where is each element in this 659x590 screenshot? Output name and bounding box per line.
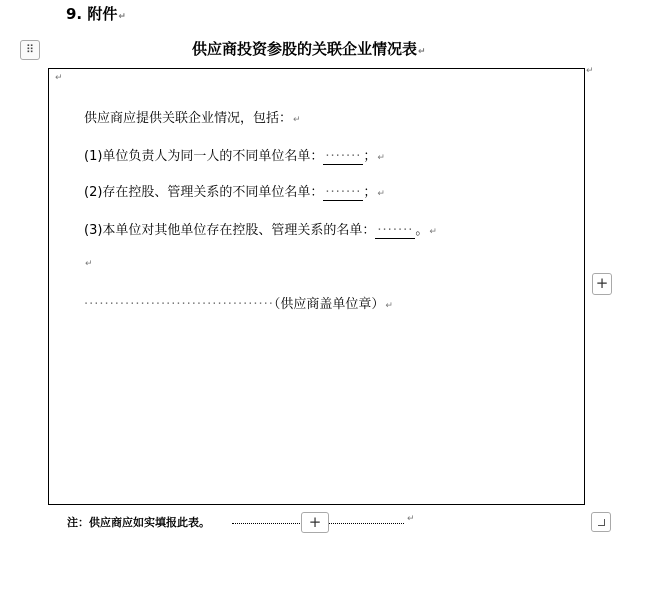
list-item-text: (2)存在控股、管理关系的不同单位名单： — [84, 185, 324, 200]
seal-leader-dots: ····································· — [84, 297, 274, 312]
list-item — [84, 145, 385, 165]
paragraph-mark: ↵ — [385, 301, 393, 311]
list-item — [84, 181, 385, 201]
seal-line — [84, 293, 393, 312]
list-item-end: ； — [363, 185, 377, 200]
intro-text: 供应商应提供关联企业情况，包括： — [84, 111, 293, 126]
note-line — [67, 514, 210, 530]
table-cell[interactable] — [48, 68, 585, 505]
section-heading-text: 9. 附件 — [66, 5, 118, 23]
list-item-end: ； — [363, 149, 377, 164]
add-row-button[interactable]: + — [301, 512, 329, 533]
add-column-button[interactable]: + — [592, 273, 612, 295]
list-item — [84, 219, 437, 239]
paragraph-mark: ↵ — [118, 12, 126, 22]
cell-paragraph-mark: ↵ — [55, 73, 63, 83]
paragraph-mark: ↵ — [418, 47, 426, 57]
paragraph-mark: ↵ — [429, 227, 437, 237]
paragraph-mark: ↵ — [377, 153, 385, 163]
list-item-end: 。 — [415, 223, 429, 238]
list-item-text: (1)单位负责人为同一人的不同单位名单： — [84, 149, 324, 164]
fill-in-blank[interactable]: ······· — [377, 223, 414, 238]
empty-paragraph-mark: ↵ — [85, 259, 93, 269]
note-text: 注：供应商应如实填报此表。 — [67, 516, 210, 529]
table-resize-handle-icon[interactable] — [591, 512, 611, 532]
row-end-mark: ↵ — [586, 66, 594, 76]
fill-in-blank[interactable]: ······· — [325, 149, 362, 164]
table-title-text: 供应商投资参股的关联企业情况表 — [192, 40, 418, 58]
fill-in-blank[interactable]: ······· — [325, 185, 362, 200]
list-item-text: (3)本单位对其他单位存在控股、管理关系的名单： — [84, 223, 376, 238]
table-move-handle-icon[interactable]: ⠿ — [20, 40, 40, 60]
paragraph-mark: ↵ — [293, 115, 301, 125]
intro-line — [84, 107, 301, 126]
section-heading — [66, 3, 126, 24]
seal-text: （供应商盖单位章） — [273, 297, 385, 312]
table-title — [192, 38, 426, 59]
paragraph-mark: ↵ — [377, 189, 385, 199]
paragraph-mark: ↵ — [407, 514, 415, 524]
